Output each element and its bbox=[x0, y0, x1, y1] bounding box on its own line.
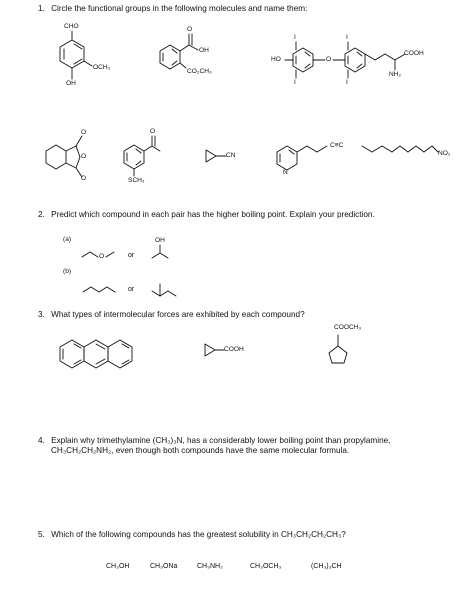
question-5 bbox=[38, 530, 346, 540]
label-anhydride-o3: O bbox=[81, 175, 87, 182]
label-i4: I bbox=[346, 79, 348, 86]
question-4-line2: CH₃CH₂CH₂NH₂, even though both compounds have the same molecular formula. bbox=[51, 446, 350, 455]
label-ether-o-q2: O bbox=[99, 253, 105, 260]
label-i1: I bbox=[294, 34, 296, 41]
label-oh-q2: OH bbox=[155, 237, 165, 244]
label-nh2: NH₂ bbox=[389, 71, 402, 78]
option-dimethyl-ether: CH₃OCH₃ bbox=[250, 563, 282, 570]
label-cho: CHO bbox=[64, 23, 79, 30]
question-2-text: Predict which compound in each pair has the higher boiling point. Explain your prediction. bbox=[51, 210, 375, 219]
label-no2: NO₂ bbox=[438, 150, 451, 157]
question-4-number: 4. bbox=[38, 436, 45, 445]
question-4 bbox=[38, 436, 390, 446]
q2a-or: or bbox=[128, 252, 135, 259]
label-ether-o: O bbox=[326, 56, 332, 63]
question-2-part-a: (a) bbox=[63, 236, 72, 243]
option-sodium-methoxide: CH₃ONa bbox=[150, 563, 178, 570]
question-4-continued bbox=[51, 446, 349, 456]
question-3-text: What types of intermolecular forces are exhibited by each compound? bbox=[51, 310, 305, 319]
label-i3: I bbox=[346, 34, 348, 41]
label-ho: HO bbox=[271, 56, 281, 63]
option-isobutane: (CH₃)₃CH bbox=[311, 563, 342, 570]
label-sch3: SCH₃ bbox=[128, 177, 145, 184]
label-ketone-o: O bbox=[187, 26, 193, 33]
label-cn: CN bbox=[226, 152, 236, 159]
question-3-number: 3. bbox=[38, 310, 45, 319]
label-thio-o: O bbox=[150, 128, 156, 135]
label-cooh-cyclopropane: COOH bbox=[224, 346, 244, 353]
question-1-text: Circle the functional groups in the following molecules and name them: bbox=[51, 4, 308, 13]
label-i2: I bbox=[294, 79, 296, 86]
label-cooch3: COOCH₃ bbox=[334, 324, 362, 331]
label-anhydride-o2: O bbox=[81, 153, 87, 160]
label-cooh: COOH bbox=[404, 50, 424, 57]
question-1-number: 1. bbox=[38, 4, 45, 13]
label-oh: OH bbox=[66, 80, 76, 87]
question-5-text: Which of the following compounds has the greatest solubility in CH₃CH₂CH₂CH₃? bbox=[51, 530, 346, 539]
label-co2ch3: CO₂CH₃ bbox=[187, 68, 212, 75]
label-pyridine-n: N bbox=[283, 169, 288, 176]
question-2-number: 2. bbox=[38, 210, 45, 219]
option-methylamine: CH₃NH₂ bbox=[197, 563, 223, 570]
label-anhydride-o1: O bbox=[81, 129, 87, 136]
question-2-part-b: (b) bbox=[63, 268, 72, 275]
question-4-line1: Explain why trimethylamine (CH₃)₃N, has a considerably lower boiling point than propylamine, bbox=[51, 436, 391, 445]
q2b-or: or bbox=[128, 286, 135, 293]
label-oh-ester: OH bbox=[199, 47, 209, 54]
label-alkyne: C≡C bbox=[330, 142, 344, 149]
question-5-number: 5. bbox=[38, 530, 45, 539]
label-och3: OCH₃ bbox=[93, 64, 111, 71]
option-methanol: CH₃OH bbox=[106, 563, 130, 570]
